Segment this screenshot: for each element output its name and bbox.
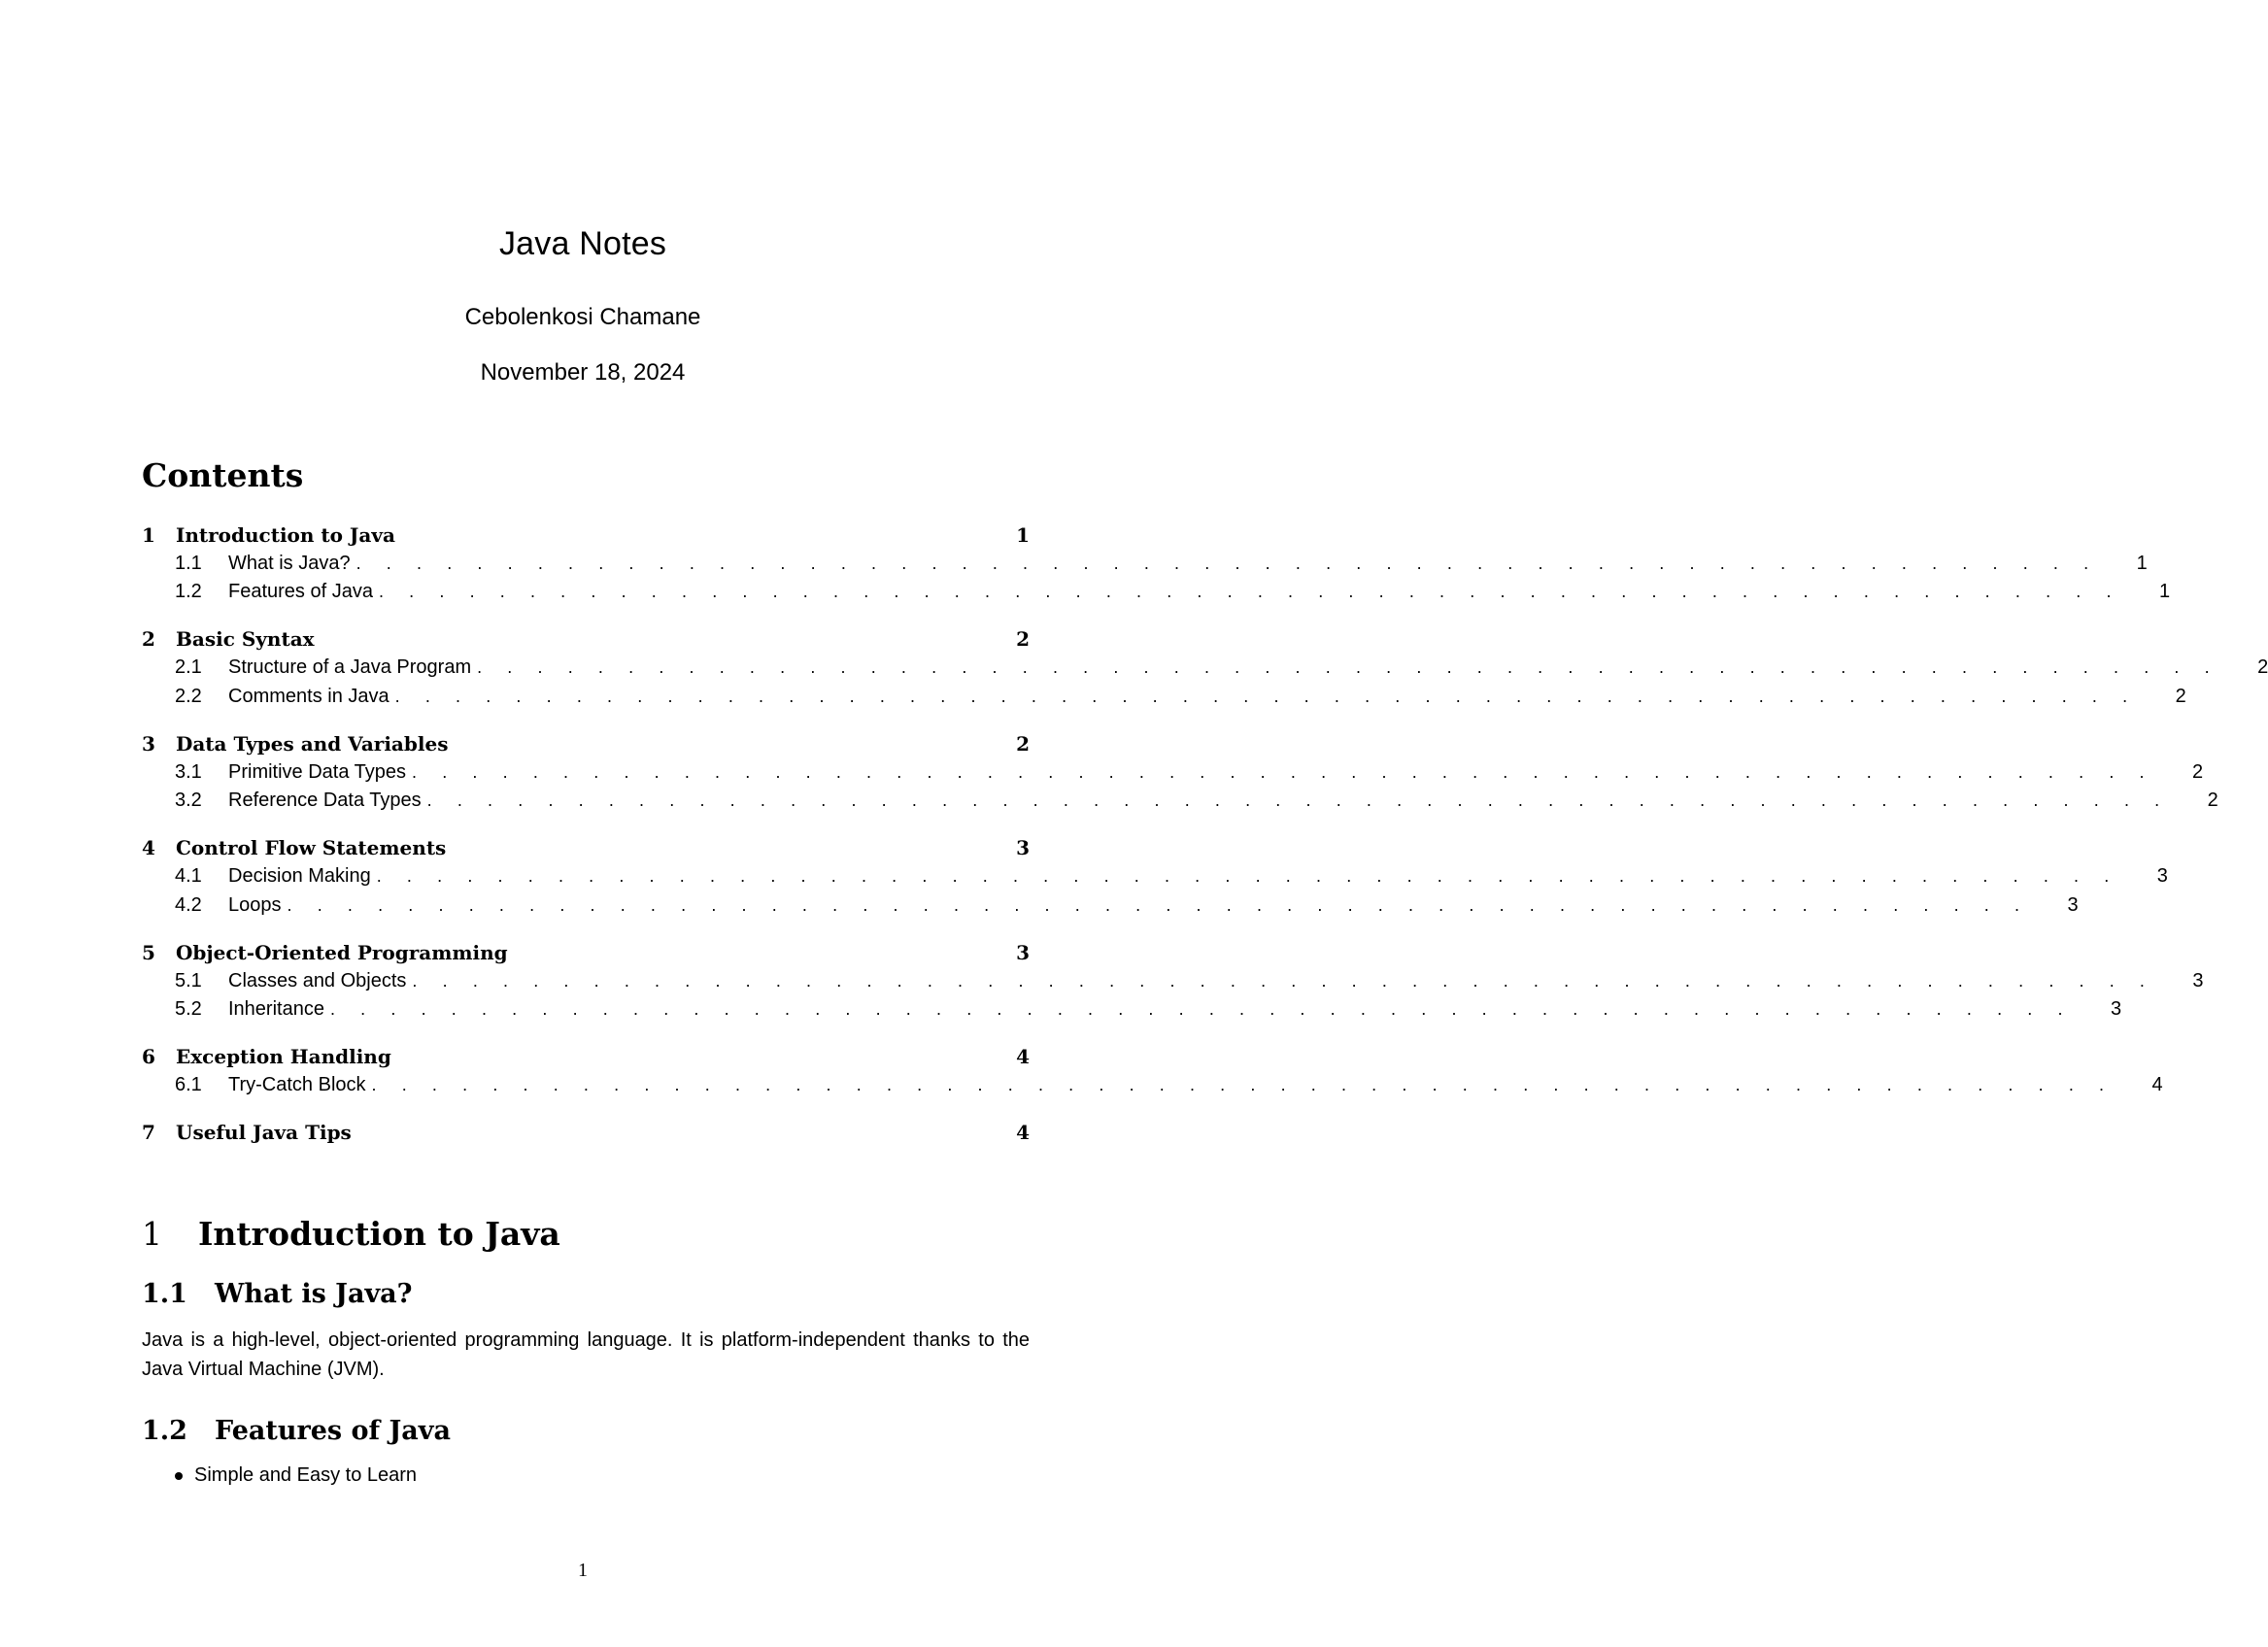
toc-subentry[interactable] [142, 787, 2218, 816]
toc-leader-dots: . . . . . . . . . . . . . . . . . . . . . . . . . . . . . . . . . . . . . . . . . . . . . . . . . . . . . . . . . . [329, 999, 2074, 1020]
table-of-contents [142, 521, 2268, 1165]
toc-leader-dots: . . . . . . . . . . . . . . . . . . . . . . . . . . . . . . . . . . . . . . . . . . . . . . . . . . . . . . . . . . [412, 970, 2155, 991]
toc-leader-dots: . . . . . . . . . . . . . . . . . . . . . . . . . . . . . . . . . . . . . . . . . . . . . . . . . . . . . . . . . . [378, 582, 2122, 602]
toc-entry-number: 4 [142, 836, 155, 860]
toc-subentry-number: 3.1 [175, 760, 202, 783]
toc-subentry-number: 4.1 [175, 865, 202, 888]
toc-section [142, 938, 2204, 1025]
list-item [175, 1464, 417, 1487]
toc-entry-number: 3 [142, 731, 155, 756]
toc-entry[interactable] [142, 1043, 1030, 1072]
toc-subentry-number: 1.1 [175, 552, 202, 574]
page-number: 1 [578, 1560, 588, 1581]
toc-entry[interactable] [142, 834, 1030, 863]
toc-subentry-title: Decision Making [228, 865, 371, 888]
toc-subentry-page: 1 [2158, 581, 2171, 603]
subsection-heading-1-1 [142, 1279, 412, 1309]
list-item-text: Simple and Easy to Learn [194, 1464, 418, 1486]
toc-subentry-page: 3 [2192, 969, 2204, 992]
toc-entry-title: Basic Syntax [176, 627, 315, 652]
subsection-number: 1.1 [142, 1279, 187, 1309]
toc-subentry-number: 4.2 [175, 893, 202, 916]
toc-entry-title: Introduction to Java [176, 522, 395, 547]
section-title: Introduction to Java [198, 1215, 560, 1253]
toc-entry-page: 4 [1016, 1045, 1030, 1069]
toc-subentry-title: Try-Catch Block [228, 1074, 366, 1096]
toc-entry[interactable] [142, 938, 1030, 967]
toc-entry-title: Data Types and Variables [176, 731, 449, 756]
toc-section [142, 1119, 1030, 1148]
toc-subentry[interactable] [142, 995, 2122, 1025]
toc-subentry[interactable] [142, 654, 2268, 683]
subsection-number: 1.2 [142, 1416, 187, 1446]
toc-subentry[interactable] [142, 758, 2204, 788]
toc-subentry-page: 3 [2067, 893, 2079, 916]
toc-subentry-page: 1 [2136, 552, 2148, 574]
toc-section [142, 521, 2171, 607]
section-heading-1 [142, 1215, 560, 1253]
toc-entry[interactable] [142, 625, 1030, 655]
toc-subentry-title: Primitive Data Types [228, 760, 407, 783]
toc-entry-title: Control Flow Statements [176, 836, 447, 860]
toc-entry-title: Useful Java Tips [176, 1121, 352, 1145]
toc-subentry[interactable] [142, 683, 2186, 712]
toc-subentry-page: 3 [2156, 865, 2168, 888]
toc-entry-page: 3 [1016, 836, 1030, 860]
features-list [175, 1464, 417, 1487]
bullet-icon [175, 1472, 183, 1480]
toc-subentry-title: Reference Data Types [228, 790, 422, 812]
toc-leader-dots: . . . . . . . . . . . . . . . . . . . . . . . . . . . . . . . . . . . . . . . . . . . . . . . . . . . . . . . . . . [412, 761, 2155, 782]
toc-subentry-title: Comments in Java [228, 685, 389, 707]
section-number: 1 [142, 1215, 162, 1253]
toc-subentry-title: What is Java? [228, 552, 351, 574]
toc-subentry-title: Loops [228, 893, 282, 916]
toc-section [142, 834, 2168, 921]
toc-subentry-number: 5.2 [175, 998, 202, 1021]
toc-subentry[interactable] [142, 578, 2171, 607]
toc-leader-dots: . . . . . . . . . . . . . . . . . . . . . . . . . . . . . . . . . . . . . . . . . . . . . . . . . . . . . . . . . . [394, 686, 2138, 706]
document-author: Cebolenkosi Chamane [464, 304, 701, 330]
toc-subentry-page: 4 [2151, 1074, 2163, 1096]
toc-subentry-number: 1.2 [175, 581, 202, 603]
toc-subentry-number: 6.1 [175, 1074, 202, 1096]
toc-entry-number: 5 [142, 940, 155, 964]
toc-subentry[interactable] [142, 967, 2204, 996]
toc-entry-title: Object-Oriented Programming [176, 940, 508, 964]
toc-subentry-number: 5.1 [175, 969, 202, 992]
toc-subentry[interactable] [142, 862, 2168, 891]
toc-subentry-number: 2.1 [175, 656, 202, 679]
toc-section [142, 625, 2268, 712]
toc-entry[interactable] [142, 521, 1030, 550]
toc-subentry-title: Structure of a Java Program [228, 656, 472, 679]
toc-subentry-title: Features of Java [228, 581, 373, 603]
toc-entry-number: 2 [142, 627, 155, 652]
toc-leader-dots: . . . . . . . . . . . . . . . . . . . . . . . . . . . . . . . . . . . . . . . . . . . . . . . . . . . . . . . . . . [355, 553, 2099, 573]
toc-subentry-number: 3.2 [175, 790, 202, 812]
toc-leader-dots: . . . . . . . . . . . . . . . . . . . . . . . . . . . . . . . . . . . . . . . . . . . . . . . . . . . . . . . . . . [287, 894, 2030, 915]
toc-entry-number: 6 [142, 1045, 155, 1069]
toc-subentry-page: 2 [2175, 685, 2186, 707]
toc-leader-dots: . . . . . . . . . . . . . . . . . . . . . . . . . . . . . . . . . . . . . . . . . . . . . . . . . . . . . . . . . . [426, 790, 2170, 811]
toc-subentry-page: 2 [2207, 790, 2218, 812]
toc-section [142, 729, 2218, 816]
toc-leader-dots: . . . . . . . . . . . . . . . . . . . . . . . . . . . . . . . . . . . . . . . . . . . . . . . . . . . . . . . . . . [477, 657, 2220, 678]
toc-entry-page: 2 [1016, 627, 1030, 652]
toc-entry[interactable] [142, 729, 1030, 758]
subsection-heading-1-2 [142, 1416, 451, 1446]
toc-section [142, 1043, 2163, 1100]
toc-subentry-title: Classes and Objects [228, 969, 407, 992]
toc-subentry[interactable] [142, 1071, 2163, 1100]
toc-entry-number: 7 [142, 1121, 155, 1145]
toc-leader-dots: . . . . . . . . . . . . . . . . . . . . . . . . . . . . . . . . . . . . . . . . . . . . . . . . . . . . . . . . . . [371, 1075, 2115, 1095]
paragraph-what-is-java: Java is a high-level, object-oriented programming language. It is platform-independent thanks to the Java Virtual Machine (JVM). [142, 1329, 1030, 1380]
toc-entry-title: Exception Handling [176, 1045, 391, 1069]
subsection-title: What is Java? [215, 1279, 413, 1309]
toc-entry-page: 4 [1016, 1121, 1030, 1145]
toc-entry-page: 3 [1016, 940, 1030, 964]
toc-entry-page: 1 [1016, 522, 1030, 547]
toc-subentry-number: 2.2 [175, 685, 202, 707]
toc-leader-dots: . . . . . . . . . . . . . . . . . . . . . . . . . . . . . . . . . . . . . . . . . . . . . . . . . . . . . . . . . . [376, 866, 2119, 887]
document-title: Java Notes [498, 225, 667, 262]
toc-subentry-title: Inheritance [228, 998, 324, 1021]
toc-entry[interactable] [142, 1119, 1030, 1148]
toc-subentry-page: 3 [2110, 998, 2122, 1021]
toc-entry-number: 1 [142, 522, 155, 547]
document-date: November 18, 2024 [480, 359, 686, 386]
toc-subentry-page: 2 [2192, 760, 2204, 783]
contents-heading: Contents [142, 456, 304, 494]
toc-subentry[interactable] [142, 891, 2079, 921]
subsection-title: Features of Java [215, 1416, 451, 1446]
toc-entry-page: 2 [1016, 731, 1030, 756]
toc-subentry[interactable] [142, 550, 2148, 579]
toc-subentry-page: 2 [2257, 656, 2268, 679]
